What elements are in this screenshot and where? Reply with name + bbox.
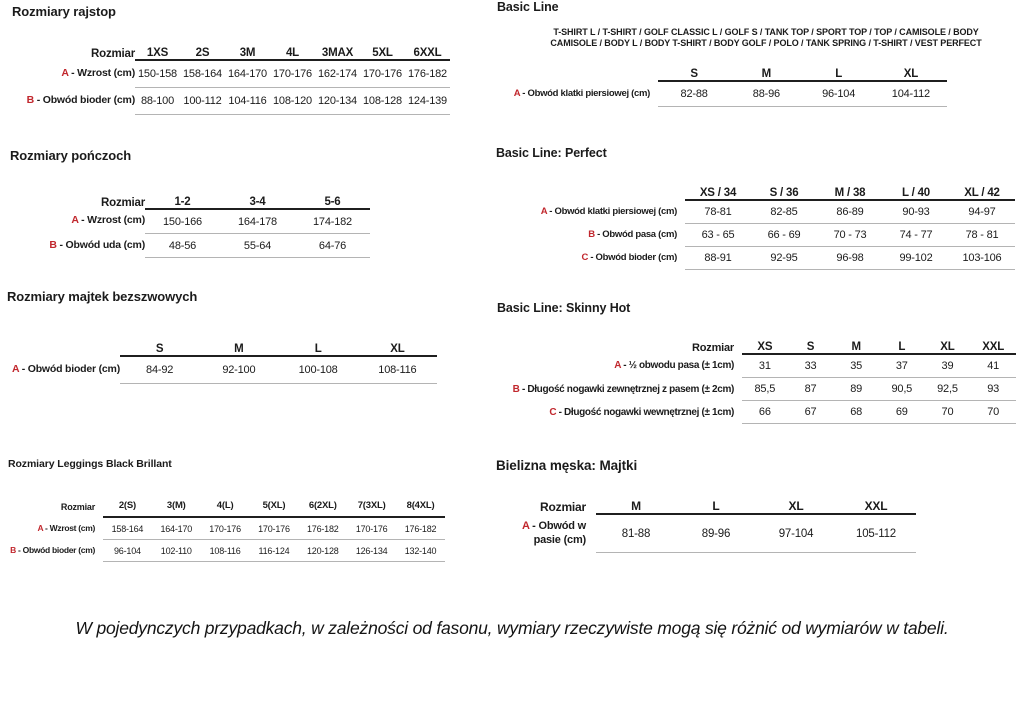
size-value: 120-134 <box>315 88 360 115</box>
measure-letter: A <box>540 205 547 217</box>
size-value: 164-170 <box>225 60 270 88</box>
header-row <box>490 68 947 81</box>
column-header: M / 38 <box>817 187 883 200</box>
corner-label: Rozmiar <box>60 502 95 512</box>
size-value: 69 <box>879 401 925 424</box>
size-value: 100-112 <box>180 88 225 115</box>
column-header: XXL <box>836 499 916 514</box>
table-row <box>12 60 450 88</box>
measure-label: - Obwód bioder (cm) <box>588 251 677 263</box>
size-value: 126-134 <box>347 540 396 562</box>
size-value: 96-98 <box>817 247 883 270</box>
header-row <box>7 343 437 356</box>
size-value: 88-100 <box>135 88 180 115</box>
section-title: Rozmiary Leggings Black Brillant <box>8 458 172 470</box>
majtki-bezszwowe-table <box>7 343 437 384</box>
section-basic-line-perfect <box>496 146 1015 270</box>
column-header: 5-6 <box>295 196 370 209</box>
row-label <box>489 378 742 401</box>
size-table <box>7 343 437 384</box>
size-value: 108-116 <box>358 356 437 384</box>
size-value: 116-124 <box>250 540 299 562</box>
basic-line-table <box>490 68 1024 107</box>
ponczoch-table <box>10 196 370 258</box>
table-row <box>8 540 445 562</box>
table-row <box>489 401 1016 424</box>
size-value: 170-176 <box>250 517 299 540</box>
row-label <box>8 540 103 562</box>
size-value: 97-104 <box>756 514 836 553</box>
corner-label <box>496 187 685 200</box>
size-value: 88-91 <box>685 247 751 270</box>
size-value: 102-110 <box>152 540 201 562</box>
size-value: 88-96 <box>730 81 802 107</box>
column-header: XL <box>358 343 437 356</box>
row-label <box>489 354 742 378</box>
size-value: 93 <box>970 378 1016 401</box>
size-value: 108-120 <box>270 88 315 115</box>
measure-label: - Obwód bioder (cm) <box>16 544 95 555</box>
size-value: 33 <box>788 354 834 378</box>
table-row <box>8 517 445 540</box>
section-title: Basic Line: Perfect <box>496 146 607 160</box>
measure-letter: A <box>513 87 520 99</box>
bielizna-meska-table <box>496 499 916 553</box>
size-value: 170-176 <box>347 517 396 540</box>
measure-label: - Obwód w pasie (cm) <box>529 519 586 547</box>
column-header: 3(M) <box>152 500 201 517</box>
row-label <box>496 247 685 270</box>
basic-line-perfect-table <box>496 187 1015 270</box>
corner-label: Rozmiar <box>91 48 135 60</box>
table-row <box>490 81 947 107</box>
size-value: 90-93 <box>883 200 949 224</box>
size-value: 82-85 <box>751 200 817 224</box>
size-value: 90,5 <box>879 378 925 401</box>
size-value: 70 <box>925 401 971 424</box>
column-header: L <box>879 341 925 354</box>
measure-label: - Obwód uda (cm) <box>56 238 145 251</box>
size-value: 104-112 <box>875 81 947 107</box>
size-value: 174-182 <box>295 209 370 234</box>
column-header: S <box>788 341 834 354</box>
row-label <box>8 517 103 540</box>
corner-label <box>490 68 658 81</box>
size-value: 48-56 <box>145 234 220 258</box>
column-header: 3-4 <box>220 196 295 209</box>
measure-letter: A <box>71 214 79 227</box>
column-header: L <box>676 499 756 514</box>
section-rozmiary-rajstop <box>12 4 450 115</box>
table-row <box>10 234 370 258</box>
row-label <box>490 81 658 107</box>
measure-letter: A <box>521 519 530 532</box>
header-row <box>496 187 1015 200</box>
size-value: 150-166 <box>145 209 220 234</box>
size-value: 176-182 <box>396 517 445 540</box>
measure-letter: B <box>10 544 16 555</box>
size-value: 68 <box>833 401 879 424</box>
column-header: 6(2XL) <box>298 500 347 517</box>
measure-letter: B <box>588 228 595 240</box>
column-header: M <box>833 341 879 354</box>
table-row <box>7 356 437 384</box>
section-title: Basic Line <box>497 0 559 14</box>
size-value: 31 <box>742 354 788 378</box>
section-bielizna-meska-majtki <box>496 458 916 553</box>
measure-letter: B <box>26 94 34 107</box>
size-value: 67 <box>788 401 834 424</box>
size-value: 124-139 <box>405 88 450 115</box>
row-label <box>10 209 145 234</box>
size-value: 176-182 <box>298 517 347 540</box>
size-value: 64-76 <box>295 234 370 258</box>
size-value: 150-158 <box>135 60 180 88</box>
measure-label: - ½ obwodu pasa (± 1cm) <box>620 360 734 372</box>
corner-label: Rozmiar <box>101 197 145 209</box>
column-header: 7(3XL) <box>347 500 396 517</box>
section-rozmiary-ponczoch <box>10 148 370 258</box>
column-header: XL <box>875 68 947 81</box>
size-value: 70 - 73 <box>817 224 883 247</box>
size-value: 105-112 <box>836 514 916 553</box>
size-value: 85,5 <box>742 378 788 401</box>
measure-letter: C <box>581 251 588 263</box>
size-value: 132-140 <box>396 540 445 562</box>
header-row <box>8 500 445 517</box>
column-header: XS <box>742 341 788 354</box>
size-value: 35 <box>833 354 879 378</box>
size-table <box>496 499 916 553</box>
size-value: 92,5 <box>925 378 971 401</box>
size-value: 170-176 <box>201 517 250 540</box>
column-header: 1XS <box>135 47 180 60</box>
column-header: 4(L) <box>201 500 250 517</box>
header-row <box>10 196 370 209</box>
measure-label: - Wzrost (cm) <box>43 522 95 533</box>
table-row <box>496 200 1015 224</box>
measure-label: - Obwód bioder (cm) <box>34 94 135 107</box>
measure-letter: B <box>512 383 520 395</box>
size-value: 108-128 <box>360 88 405 115</box>
size-value: 81-88 <box>596 514 676 553</box>
column-header: XL <box>925 341 971 354</box>
column-header: 6XXL <box>405 47 450 60</box>
section-rozmiary-majtek-bezszwowych <box>7 289 437 384</box>
measure-label: - Obwód klatki piersiowej (cm) <box>546 205 677 217</box>
size-value: 89 <box>833 378 879 401</box>
size-value: 164-178 <box>220 209 295 234</box>
measure-label: - Długość nogawki zewnętrznej z pasem (± 2cm) <box>519 383 734 395</box>
measure-letter: A <box>614 360 621 372</box>
header-row <box>12 47 450 60</box>
section-title: Rozmiary rajstop <box>12 4 116 19</box>
size-table <box>490 68 947 107</box>
size-value: 170-176 <box>360 60 405 88</box>
size-value: 158-164 <box>103 517 152 540</box>
column-header: 4L <box>270 47 315 60</box>
size-value: 70 <box>970 401 1016 424</box>
header-row <box>496 499 916 514</box>
section-title: Basic Line: Skinny Hot <box>497 301 631 315</box>
column-header: XXL <box>970 341 1016 354</box>
table-row <box>489 378 1016 401</box>
size-value: 162-174 <box>315 60 360 88</box>
row-label <box>7 356 120 384</box>
size-value: 86-89 <box>817 200 883 224</box>
row-label <box>496 200 685 224</box>
table-row <box>496 247 1015 270</box>
row-label <box>496 224 685 247</box>
size-value: 99-102 <box>883 247 949 270</box>
measure-label: - Obwód bioder (cm) <box>19 362 120 375</box>
size-value: 78-81 <box>685 200 751 224</box>
size-value: 66 <box>742 401 788 424</box>
row-label <box>12 88 135 115</box>
size-value: 103-106 <box>949 247 1015 270</box>
row-label <box>496 514 596 553</box>
product-list-line-1: T-SHIRT L / T-SHIRT / GOLF CLASSIC L / GOLF S / TANK TOP / SPORT TOP / TOP / CAMISOLE / BODY <box>553 27 979 37</box>
section-basic-line <box>490 0 1024 107</box>
size-value: 74 - 77 <box>883 224 949 247</box>
size-value: 164-170 <box>152 517 201 540</box>
size-value: 66 - 69 <box>751 224 817 247</box>
section-basic-line-skinny-hot <box>489 301 1016 424</box>
corner-label: Rozmiar <box>540 500 586 514</box>
size-value: 96-104 <box>103 540 152 562</box>
size-table <box>8 500 445 562</box>
size-value: 120-128 <box>298 540 347 562</box>
size-value: 89-96 <box>676 514 756 553</box>
measure-letter: C <box>549 406 557 418</box>
section-title: Rozmiary majtek bezszwowych <box>7 289 198 304</box>
column-header: 2(S) <box>103 500 152 517</box>
size-value: 37 <box>879 354 925 378</box>
size-value: 104-116 <box>225 88 270 115</box>
section-title: Rozmiary pończoch <box>10 148 132 163</box>
column-header: 2S <box>180 47 225 60</box>
section-title: Bielizna męska: Majtki <box>496 458 638 473</box>
column-header: XL / 42 <box>949 187 1015 200</box>
header-row <box>489 341 1016 354</box>
measure-letter: A <box>12 362 19 375</box>
size-value: 170-176 <box>270 60 315 88</box>
size-value: 39 <box>925 354 971 378</box>
size-value: 78 - 81 <box>949 224 1015 247</box>
size-value: 41 <box>970 354 1016 378</box>
leggings-table <box>8 500 445 562</box>
column-header: S <box>658 68 730 81</box>
product-list-line-2: CAMISOLE / BODY L / BODY T-SHIRT / BODY GOLF / POLO / TANK SPRING / T-SHIRT / VEST PERFECT <box>550 37 982 48</box>
column-header: 8(4XL) <box>396 500 445 517</box>
size-value: 100-108 <box>279 356 358 384</box>
column-header: L <box>279 343 358 356</box>
column-header: L <box>803 68 875 81</box>
column-header: 5(XL) <box>250 500 299 517</box>
column-header: 5XL <box>360 47 405 60</box>
size-value: 108-116 <box>201 540 250 562</box>
column-header: L / 40 <box>883 187 949 200</box>
table-row <box>496 514 916 553</box>
size-value: 82-88 <box>658 81 730 107</box>
size-value: 87 <box>788 378 834 401</box>
size-table <box>12 47 450 115</box>
measure-letter: A <box>61 66 69 79</box>
table-row <box>496 224 1015 247</box>
size-value: 55-64 <box>220 234 295 258</box>
size-table <box>10 196 370 258</box>
size-value: 63 - 65 <box>685 224 751 247</box>
skinny-hot-table <box>489 341 1016 424</box>
column-header: M <box>730 68 802 81</box>
size-value: 84-92 <box>120 356 199 384</box>
measure-label: - Wzrost (cm) <box>78 214 145 227</box>
measure-label: - Wzrost (cm) <box>68 66 135 79</box>
column-header: 1-2 <box>145 196 220 209</box>
row-label <box>489 401 742 424</box>
size-value: 92-100 <box>199 356 278 384</box>
column-header: 3MAX <box>315 47 360 60</box>
column-header: M <box>596 499 676 514</box>
column-header: XL <box>756 499 836 514</box>
size-table <box>496 187 1015 270</box>
basic-line-product-list <box>516 27 1016 48</box>
column-header: S <box>120 343 199 356</box>
rajstop-table <box>12 47 450 115</box>
size-value: 96-104 <box>803 81 875 107</box>
measure-label: - Obwód pasa (cm) <box>594 228 677 240</box>
table-row <box>12 88 450 115</box>
measure-label: - Obwód klatki piersiowej (cm) <box>519 87 650 99</box>
section-rozmiary-leggings <box>8 458 445 562</box>
size-value: 158-164 <box>180 60 225 88</box>
size-table <box>489 341 1016 424</box>
disclaimer-note: W pojedynczych przypadkach, w zależności od fasonu, wymiary rzeczywiste mogą się różnić od wymiarów w tabeli. <box>75 618 949 638</box>
column-header: M <box>199 343 278 356</box>
size-value: 176-182 <box>405 60 450 88</box>
measure-letter: B <box>49 238 57 251</box>
table-row <box>489 354 1016 378</box>
corner-label: Rozmiar <box>692 342 734 354</box>
column-header: S / 36 <box>751 187 817 200</box>
measure-letter: A <box>37 522 43 533</box>
size-value: 94-97 <box>949 200 1015 224</box>
row-label <box>10 234 145 258</box>
column-header: XS / 34 <box>685 187 751 200</box>
measure-label: - Długość nogawki wewnętrznej (± 1cm) <box>556 406 734 418</box>
corner-label <box>7 343 120 356</box>
column-header: 3M <box>225 47 270 60</box>
table-row <box>10 209 370 234</box>
size-value: 92-95 <box>751 247 817 270</box>
row-label <box>12 60 135 88</box>
